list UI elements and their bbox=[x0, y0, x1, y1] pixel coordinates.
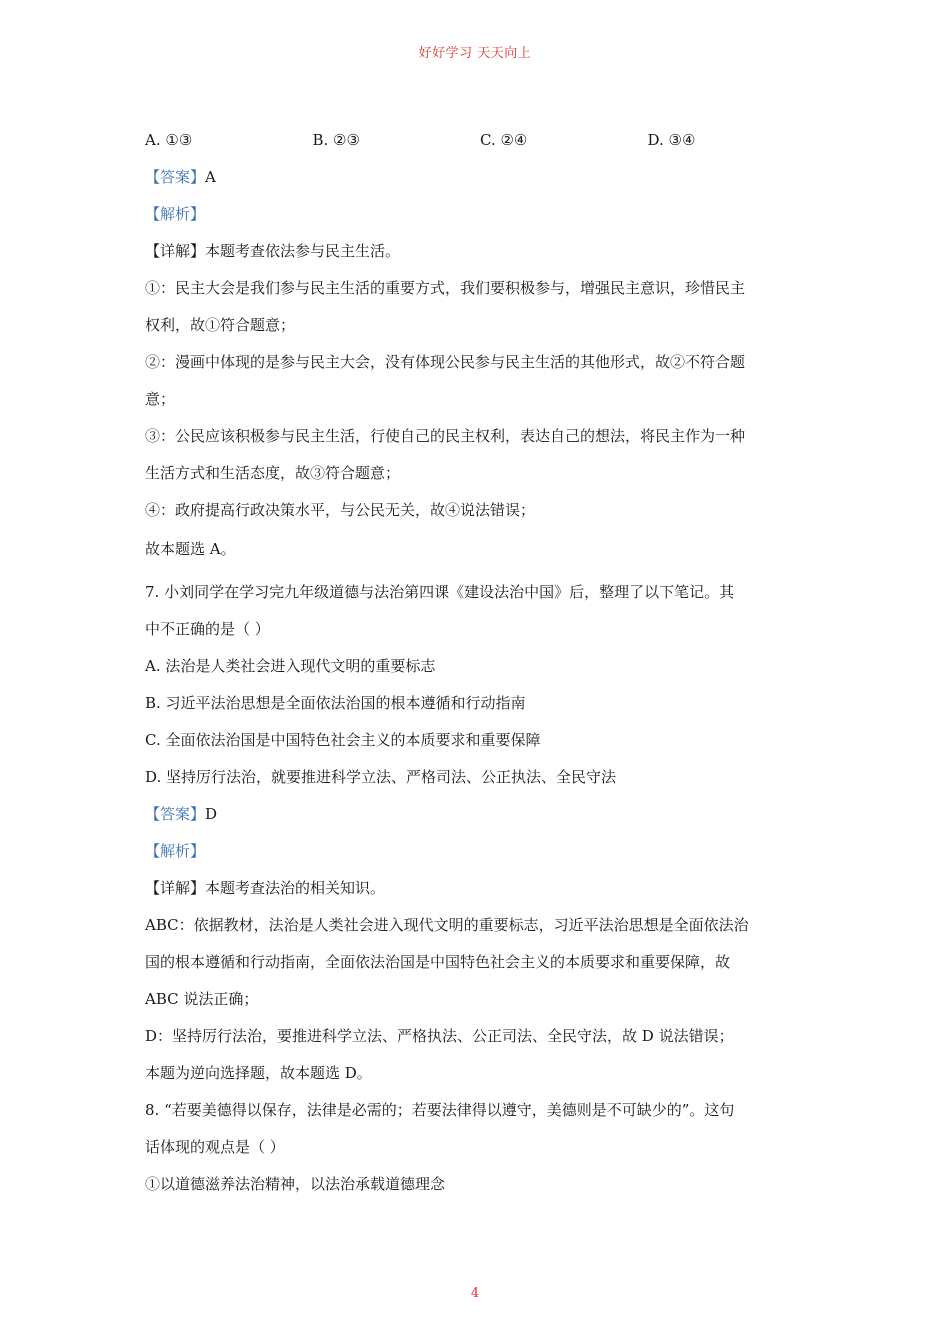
q6-option-a: A. ①③ bbox=[145, 131, 193, 149]
q7-detail: 【详解】本题考查法治的相关知识。 bbox=[145, 879, 386, 897]
q7-analysis-line: 国的根本遵循和行动指南，全面依法治国是中国特色社会主义的本质要求和重要保障，故 bbox=[145, 953, 731, 971]
q6-analysis-line: ②：漫画中体现的是参与民主大会，没有体现公民参与民主生活的其他形式，故②不符合题 bbox=[145, 353, 746, 371]
q6-option-d: D. ③④ bbox=[647, 131, 696, 149]
q7-analysis-tag: 【解析】 bbox=[145, 842, 206, 860]
page-number: 4 bbox=[470, 1286, 480, 1301]
q6-analysis-line: 权利，故①符合题意； bbox=[145, 316, 296, 334]
q6-analysis-line: 意； bbox=[145, 390, 176, 408]
answer-tag: 【答案】 bbox=[145, 805, 206, 823]
q8-stem-line: 话体现的观点是（ ） bbox=[145, 1138, 285, 1156]
page-header: 好好学习 天天向上 bbox=[418, 46, 532, 61]
answer-value: D bbox=[205, 805, 218, 823]
q7-option-a: A. 法治是人类社会进入现代文明的重要标志 bbox=[145, 657, 436, 675]
q6-conclusion: 故本题选 A。 bbox=[145, 540, 236, 558]
q6-options bbox=[145, 122, 815, 159]
document-body bbox=[145, 122, 815, 1203]
q7-stem-line: 7. 小刘同学在学习完九年级道德与法治第四课《建设法治中国》后，整理了以下笔记。其 bbox=[145, 583, 735, 601]
q7-option-c: C. 全面依法治国是中国特色社会主义的本质要求和重要保障 bbox=[145, 731, 541, 749]
q7-stem-line: 中不正确的是（ ） bbox=[145, 620, 270, 638]
q6-option-c: C. ②④ bbox=[480, 131, 528, 149]
q8-stem-line: 8. “若要美德得以保存，法律是必需的；若要法律得以遵守，美德则是不可缺少的”。这句 bbox=[145, 1101, 735, 1119]
answer-value: A bbox=[205, 168, 216, 186]
q6-analysis-line: ④：政府提高行政决策水平，与公民无关，故④说法错误； bbox=[145, 501, 536, 519]
q7-option-b: B. 习近平法治思想是全面依法治国的根本遵循和行动指南 bbox=[145, 694, 526, 712]
q7-option-d: D. 坚持厉行法治，就要推进科学立法、严格司法、公正执法、全民守法 bbox=[145, 768, 617, 786]
q6-option-b: B. ②③ bbox=[312, 131, 360, 149]
q6-analysis-line: ①：民主大会是我们参与民主生活的重要方式，我们要积极参与，增强民主意识，珍惜民主 bbox=[145, 279, 746, 297]
q6-analysis-line: ③：公民应该积极参与民主生活，行使自己的民主权利，表达自己的想法，将民主作为一种 bbox=[145, 427, 746, 445]
q6-detail: 【详解】本题考查依法参与民主生活。 bbox=[145, 242, 401, 260]
q6-analysis-tag: 【解析】 bbox=[145, 205, 206, 223]
q6-answer bbox=[145, 159, 815, 196]
q6-analysis-line: 生活方式和生活态度，故③符合题意； bbox=[145, 464, 401, 482]
q7-analysis-line: ABC 说法正确； bbox=[145, 990, 259, 1008]
q7-analysis-line: D：坚持厉行法治，要推进科学立法、严格执法、公正司法、全民守法，故 D 说法错误； bbox=[145, 1027, 734, 1045]
q7-analysis-line: ABC：依据教材，法治是人类社会进入现代文明的重要标志，习近平法治思想是全面依法治 bbox=[145, 916, 749, 934]
q7-answer bbox=[145, 796, 815, 833]
q8-option-1: ①以道德滋养法治精神，以法治承载道德理念 bbox=[145, 1175, 446, 1193]
q7-analysis-line: 本题为逆向选择题，故本题选 D。 bbox=[145, 1064, 372, 1082]
answer-tag: 【答案】 bbox=[145, 168, 206, 186]
